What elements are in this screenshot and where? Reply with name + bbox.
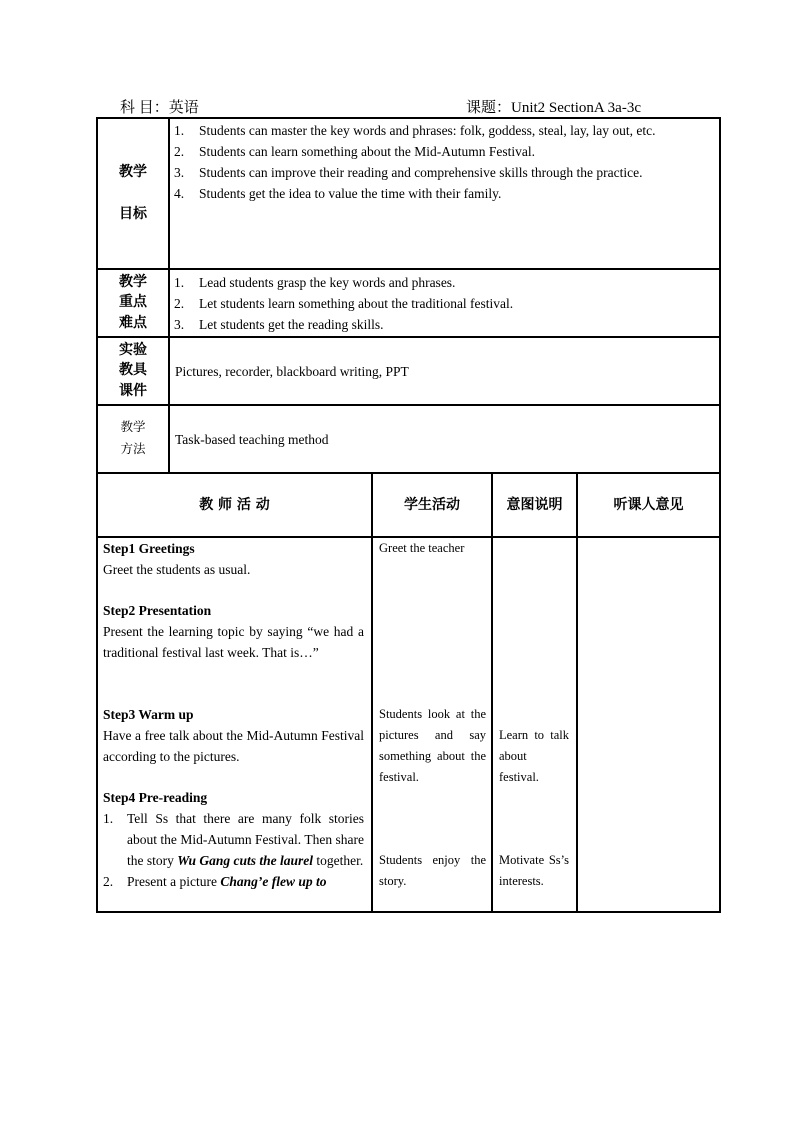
step2-title: Step2 Presentation <box>103 603 212 618</box>
student-activity-header: 学生活动 <box>404 497 460 513</box>
topic-line <box>466 96 641 117</box>
step1 <box>103 538 364 580</box>
objective-item: 2. Students can learn something about the Mid-Autumn Festival. <box>174 144 535 159</box>
step4-list <box>103 808 364 892</box>
keypoint-item: 2. Let students learn something about the traditional festival. <box>174 296 514 311</box>
intent-header: 意图说明 <box>506 497 563 513</box>
student-step1: Greet the teacher <box>379 541 465 555</box>
step4-item: 2. Present a picture Chang’e flew up to <box>103 874 327 889</box>
objectives-list <box>174 120 711 204</box>
method-text: Task-based teaching method <box>175 432 329 447</box>
step4-title: Step4 Pre-reading <box>103 790 208 805</box>
objective-item: 1. Students can master the key words and phrases: folk, goddess, steal, lay, lay out, etc. <box>174 123 656 138</box>
step3-body: Have a free talk about the Mid-Autumn Festival according to the pictures. <box>103 728 364 764</box>
equipment-label-1: 实验 <box>119 342 147 358</box>
story-title: Chang’e flew up to <box>220 874 327 889</box>
topic-label: 课题： <box>466 100 512 116</box>
step4 <box>103 787 364 911</box>
keypoints-list <box>174 272 711 335</box>
objective-item: 4. Students get the idea to value the time with their family. <box>174 186 502 201</box>
intent-step4: Motivate Ss’s interests. <box>499 853 569 888</box>
intent-step3: Learn to talk about festival. <box>499 728 569 784</box>
step3 <box>103 704 364 767</box>
subject-line <box>120 96 199 117</box>
equipment-label-3: 课件 <box>119 383 147 399</box>
step1-title: Step1 Greetings <box>103 541 195 556</box>
observer-header: 听课人意见 <box>613 497 684 513</box>
keypoints-label-1: 教学 <box>119 274 147 290</box>
keypoint-item: 3. Let students get the reading skills. <box>174 317 384 332</box>
student-step4: Students enjoy the story. <box>379 853 486 888</box>
keypoints-label-2: 重点 <box>119 294 147 310</box>
step2 <box>103 600 364 663</box>
method-label-1: 教学 <box>120 419 146 434</box>
keypoints-label-3: 难点 <box>119 315 147 331</box>
keypoint-item: 1. Lead students grasp the key words and phrases. <box>174 275 456 290</box>
step4-item: 1. Tell Ss that there are many folk stories about the Mid-Autumn Festival. Then share the story Wu Gang cuts the laurel together. <box>103 811 364 868</box>
step3-title: Step3 Warm up <box>103 707 194 722</box>
step2-body: Present the learning topic by saying “we had a traditional festival last week. That is…” <box>103 624 364 660</box>
teacher-activity-header: 教 师 活 动 <box>199 497 270 513</box>
equipment-label-2: 教具 <box>119 362 147 378</box>
story-title: Wu Gang cuts the laurel <box>177 853 314 868</box>
method-label-2: 方法 <box>120 441 146 456</box>
subject-value: 英语 <box>168 100 199 116</box>
objectives-label-1: 教学 <box>119 164 147 180</box>
objectives-label-2: 目标 <box>119 206 147 222</box>
objective-item: 3. Students can improve their reading and comprehensive skills through the practice. <box>174 165 643 180</box>
step1-body: Greet the students as usual. <box>103 562 251 577</box>
subject-label: 科 目： <box>120 100 169 116</box>
equipment-text: Pictures, recorder, blackboard writing, PPT <box>175 364 409 379</box>
topic-value: Unit2 SectionA 3a-3c <box>511 100 641 116</box>
student-step3: Students look at the pictures and say something about the festival. <box>379 707 486 784</box>
